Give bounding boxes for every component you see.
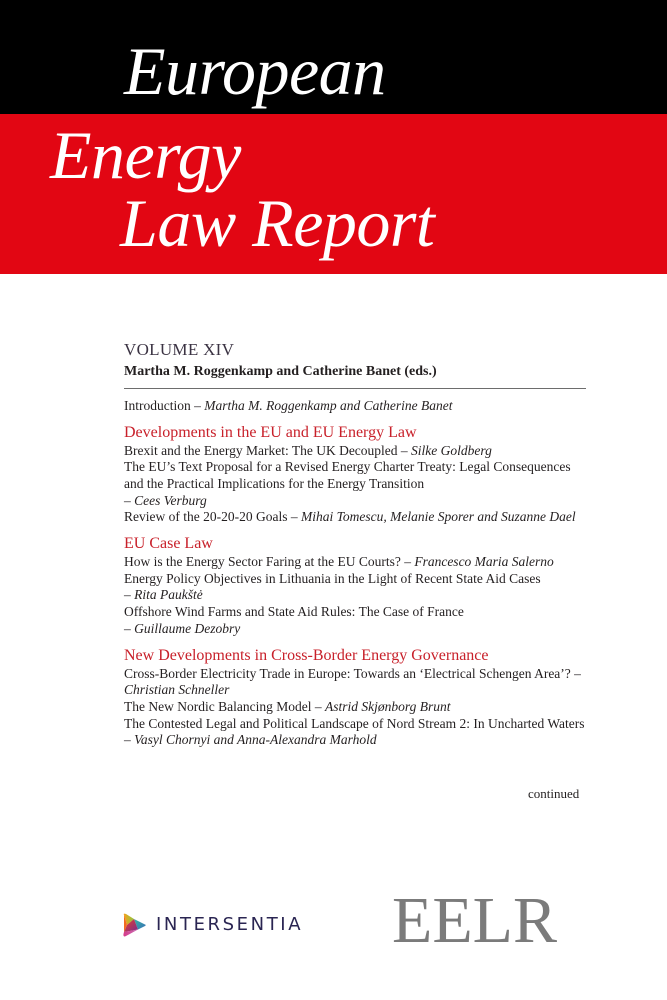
title-line-energy: Energy [50, 117, 241, 193]
entry-authors: Astrid Skjønborg Brunt [324, 698, 451, 714]
contents-entry [124, 716, 586, 749]
introduction-authors: Martha M. Roggenkamp and Catherine Banet [204, 398, 453, 413]
entry-title: Review of the 20-20-20 Goals [124, 509, 288, 525]
contents-entry [124, 459, 586, 509]
introduction-title: Introduction [124, 398, 191, 413]
entry-title: The New Nordic Balancing Model [124, 698, 315, 714]
separator: – [400, 442, 412, 458]
editors: Martha M. Roggenkamp and Catherine Banet (eds.) [124, 364, 437, 379]
entry-title: Offshore Wind Farms and State Aid Rules: The Case of France [124, 604, 464, 620]
separator: – [570, 665, 581, 681]
section-heading: Developments in the EU and EU Energy Law [124, 423, 417, 441]
contents-entry [124, 571, 586, 604]
entry-authors: Christian Schneller [124, 682, 230, 698]
separator: – [124, 587, 135, 603]
divider-line [124, 388, 586, 389]
separator: – [287, 509, 301, 525]
publisher-logo [121, 912, 303, 938]
separator: – [124, 732, 135, 748]
entry-authors: Vasyl Chornyi and Anna-Alexandra Marhold [134, 732, 377, 748]
separator: – [124, 620, 135, 636]
title-line-law-report: Law Report [120, 185, 435, 261]
publisher-name: INTERSENTIA [156, 914, 304, 935]
entry-authors: Mihai Tomescu, Melanie Sporer and Suzanne Dael [300, 509, 576, 525]
separator: – [190, 398, 205, 413]
contents-entry [124, 604, 586, 637]
contents-entry [124, 666, 586, 699]
title-line-european: European [124, 33, 386, 109]
introduction-entry [124, 398, 586, 415]
contents-entry [124, 443, 586, 460]
entry-authors: Silke Goldberg [411, 442, 492, 458]
entry-title: The EU’s Text Proposal for a Revised Energy Charter Treaty: Legal Consequences and the Practical Implications for the Energy Transition [124, 459, 571, 491]
contents-entry [124, 554, 586, 571]
entry-title: Cross-Border Electricity Trade in Europe: Towards an ‘Electrical Schengen Area’? [124, 665, 571, 681]
section-eu-case-law [124, 535, 586, 638]
entry-title: How is the Energy Sector Faring at the EU Courts? [124, 554, 401, 570]
section-cross-border-governance [124, 647, 586, 750]
section-heading: New Developments in Cross-Border Energy Governance [124, 646, 489, 664]
entry-title: Energy Policy Objectives in Lithuania in the Light of Recent State Aid Cases [124, 570, 541, 586]
separator: – [400, 554, 415, 570]
entry-authors: Rita Paukštė [134, 587, 203, 603]
entry-authors: Francesco Maria Salerno [414, 554, 554, 570]
entry-authors: Guillaume Dezobry [134, 620, 241, 636]
continued-note: continued [528, 786, 580, 801]
journal-acronym: EELR [392, 884, 557, 957]
intersentia-logo-icon [121, 912, 147, 938]
contents-entry [124, 509, 586, 526]
contents-block [124, 340, 586, 749]
section-heading: EU Case Law [124, 535, 213, 553]
separator: – [314, 698, 325, 714]
entry-title: Brexit and the Energy Market: The UK Decoupled [124, 442, 401, 458]
contents-entry [124, 699, 586, 716]
separator: – [124, 492, 135, 508]
volume-number: VOLUME XIV [124, 340, 235, 359]
entry-authors: Cees Verburg [134, 492, 207, 508]
entry-title: The Contested Legal and Political Landscape of Nord Stream 2: In Uncharted Waters [124, 715, 585, 731]
section-eu-energy-law [124, 424, 586, 527]
